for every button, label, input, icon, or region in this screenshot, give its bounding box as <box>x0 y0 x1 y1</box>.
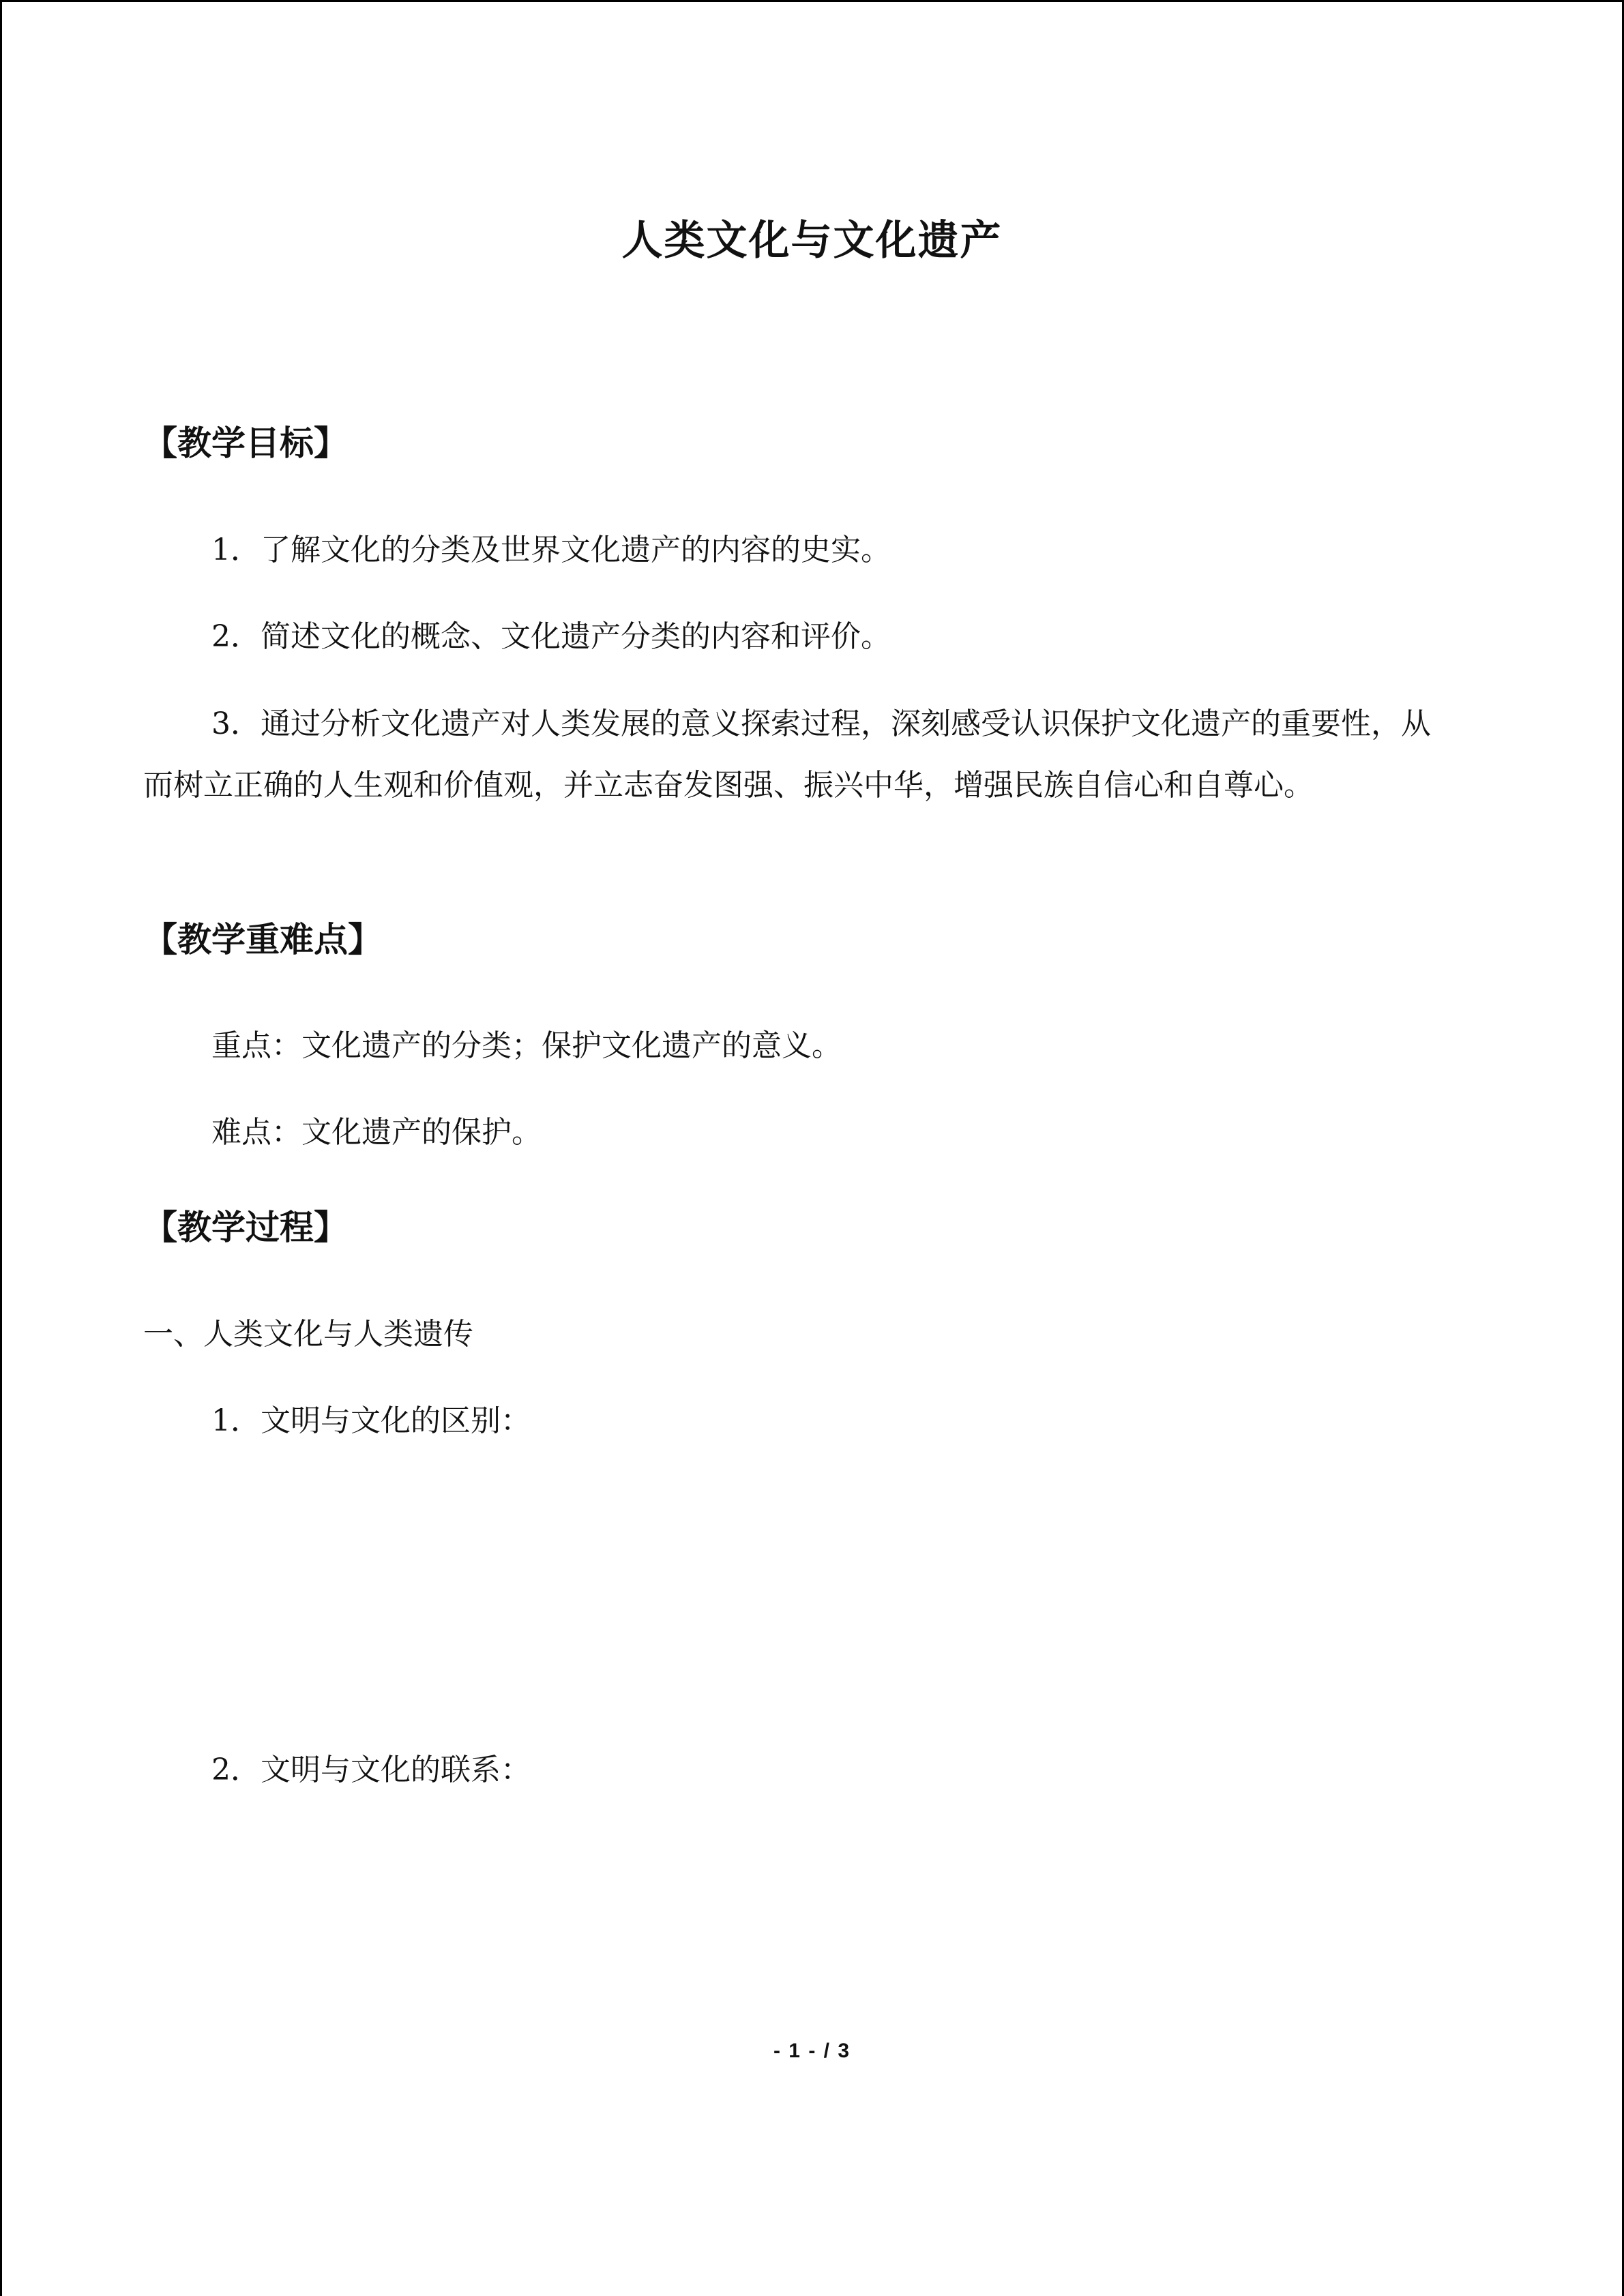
process-subheading: 一、人类文化与人类遗传 <box>143 1317 473 1352</box>
objective-item-3: 3．通过分析文化遗产对人类发展的意义探索过程，深刻感受认识保护文化遗产的重要性，从而树立正确的人生观和价值观，并立志奋发图强、振兴中华，增强民族自信心和自尊心。 <box>143 706 1431 803</box>
objective-item-2: 2．简述文化的概念、文化遗产分类的内容和评价。 <box>211 619 891 654</box>
page-border-top <box>0 0 1624 2</box>
process-item-1: 1．文明与文化的区别： <box>211 1403 531 1438</box>
section-heading-process: 【教学过程】 <box>143 1207 348 1247</box>
key-point-text: 重点：文化遗产的分类；保护文化遗产的意义。 <box>211 1028 842 1063</box>
process-item-2: 2．文明与文化的联系： <box>211 1753 531 1787</box>
page-number: - 1 - / 3 <box>773 2040 851 2062</box>
document-title: 人类文化与文化遗产 <box>621 217 1003 265</box>
section-heading-key-points: 【教学重难点】 <box>143 919 382 959</box>
difficult-point-text: 难点：文化遗产的保护。 <box>211 1115 542 1150</box>
page-border-left <box>0 0 2 2296</box>
section-heading-objectives: 【教学目标】 <box>143 423 348 463</box>
objective-item-1: 1．了解文化的分类及世界文化遗产的内容的史实。 <box>211 533 891 567</box>
